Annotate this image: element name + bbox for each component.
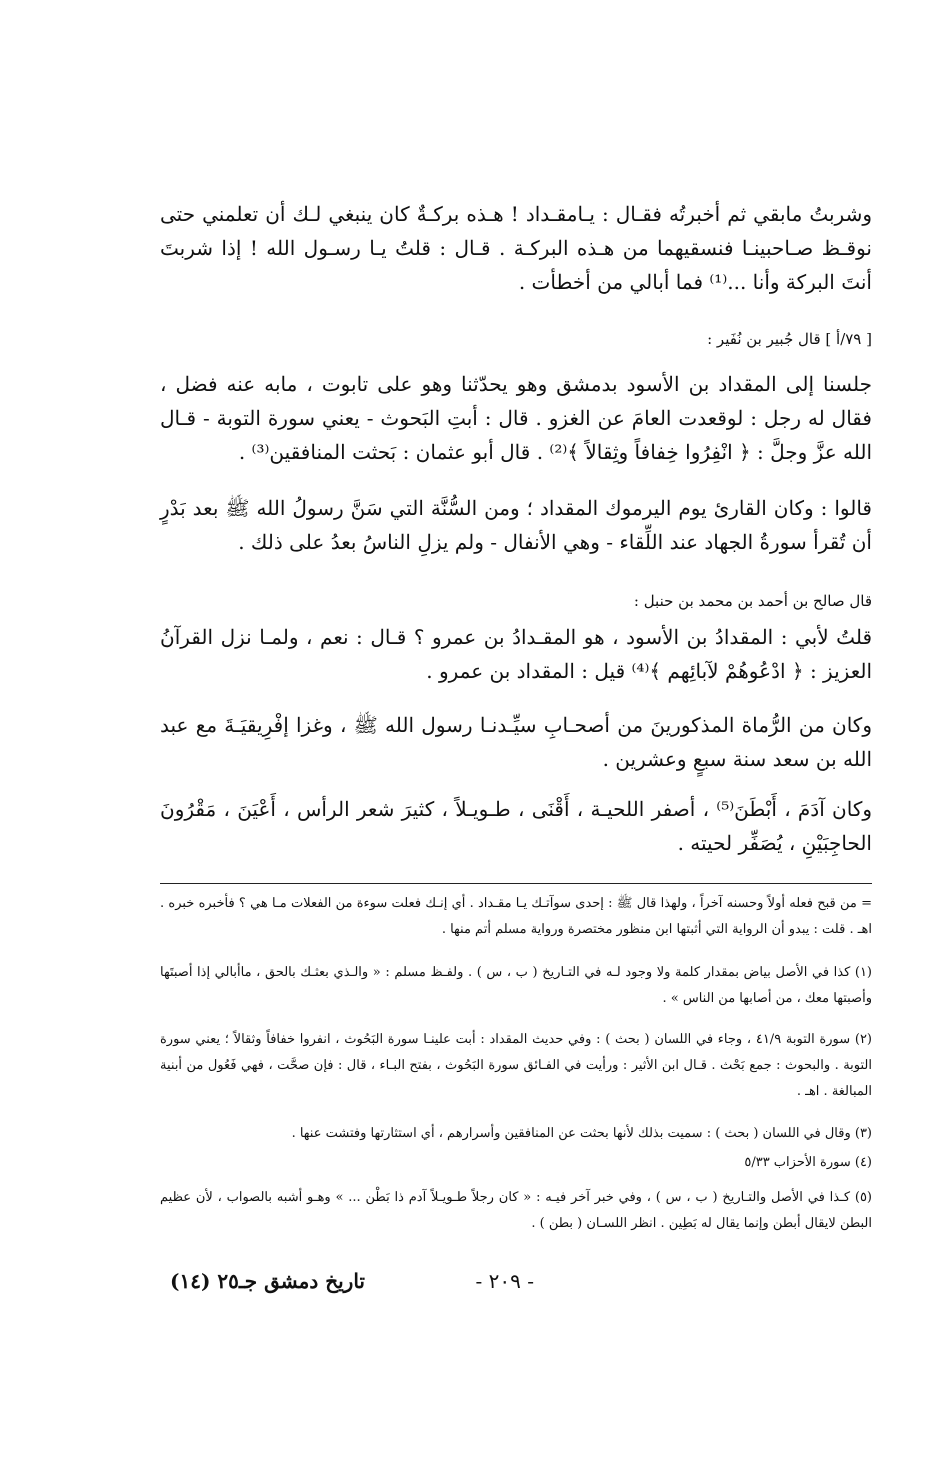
section-heading-jubair: [ ٧٩/أ ] قال جُبير بن نُفَير :: [707, 330, 872, 348]
paragraph-5: وكان من الرُّماة المذكورينَ من أصحـابِ سيِّـدنـا رسول الله ﷺ ، وغزا إفْرِيقيَـةَ مع عبد الله بن سعد سنة سبعٍ وعشرين .: [160, 713, 872, 771]
running-footer-title: تاريخ دمشق جـ٢٥ (١٤): [170, 1269, 365, 1293]
footnote-continuation: = من قبح فعله أولاً وحسنه آخراً ، ولهذا قال ﷺ : إحدى سوآتـك يـا مقـداد . أي إنـك فعلت سوءة من الفعلات مـا هي ؟ فأخبره خبره . اهـ . قلت : يبدو أن الرواية التي أثبتها ابن منظور مختصرة ورواية مسلم أتم منها .: [160, 896, 872, 937]
footnote-3: (٣) وقال في اللسان ( بحث ) : سميت بذلك لأنها بحثت عن المنافقين وأسرارهم ، أي استثارتها وفتشت عنها .: [291, 1126, 872, 1141]
paragraph-3: قالوا : وكان القارئ يوم اليرموك المقداد ؛ ومن السُّنَّة التي سَنَّ رسولُ الله ﷺ بعد بَدْرٍ أن تُقرأ سورةُ الجهاد عند اللِّقاء - وهي الأنفال - ولم يزلِ الناسُ بعدُ على ذلك .: [160, 496, 872, 554]
paragraph-4: قلتُ لأبي : المقدادُ بن الأسود ، هو المقـدادُ بن عمرو ؟ قـال : نعم ، ولمـا نزل القرآنُ العزيز : ﴿ ادْعُوهُمْ لآبائِهم ﴾⁽⁴⁾ قيل : المقداد بن عمرو .: [160, 625, 872, 683]
paragraph-2: جلسنا إلى المقداد بن الأسود بدمشق وهو يحدّثنا وهو على تابوت ، مابه عنه فضل ، فقال له رجل : لوقعدت العامَ عن الغزو . قال : أبتِ البَحوث - يعني سورة التوبة - قـال الله عزَّ وجلَّ : ﴿ انْفِرُوا خِفافاً وثِقالاً ﴾⁽²⁾ . قال أبو عثمان : بَحثت المنافقين⁽³⁾ .: [160, 372, 872, 464]
footnote-5: (٥) كـذا في الأصل والتـاريخ ( ب ، س ) ، وفي خبر آخر فيـه : « كان رجلاً طـويـلاً آدم ذا بَطْن ... » وهـو أشبه بالصواب ، لأن عظيم البطن لايقال أبطن وإنما يقال له بَطِين . انظر اللسـان ( بطن ) .: [160, 1190, 872, 1231]
footnote-separator: [160, 883, 872, 884]
section-heading-salih: قال صالح بن أحمد بن محمد بن حنبل :: [633, 592, 872, 610]
footnote-2: (٢) سورة التوبة ٤١/٩ ، وجاء في اللسان ( بحث ) : وفي حديث المقداد : أبت علينـا سورة البَحُوث ، انفروا خفافاً وثقالاً ؛ يعني سورة التوبة . والبحوث : جمع بَحْث . قـال ابن الأثير : ورأيت في الفـائق سورة البَحُوث ، بفتح البـاء ، قال : فإن صحَّت ، فهي فَعُول من أبنية المبالغة . اهـ .: [160, 1032, 872, 1099]
paragraph-1: وشربتُ مابقي ثم أخبرتُه فقـال : يـامقـداد ! هـذه بركـةٌ كان ينبغي لـك أن تعلمني حتى نوقـظ صـاحبينـا فنسقيهما من هـذه البركـة . قـال : قلتُ يـا رسـول الله ! إذا شربتَ أنتَ البركة وأنا ...⁽¹⁾ فما أبالي من أخطأت .: [160, 202, 872, 294]
paragraph-6: وكان آدَمَ ، أَبْطَنَ⁽⁵⁾ ، أصفر اللحيـة ، أَقْنَى ، طـويـلاً ، كثيرَ شعر الرأس ، أَعْيَنَ ، مَقْرُونَ الحاجِبَيْنِ ، يُصَفِّر لحيته .: [160, 797, 872, 855]
footnote-4: (٤) سورة الأحزاب ٥/٣٣: [744, 1155, 872, 1170]
footnote-1: (١) كذا في الأصل بياض بمقدار كلمة ولا وجود لـه في التـاريخ ( ب ، س ) . ولفـظ مسلم : « والـذي بعثـك بالحق ، ماأبالي إذا أصبتَها وأصبتها معك ، من أصابها من الناس » .: [160, 965, 872, 1006]
page-number: - ٢٠٩ -: [475, 1269, 534, 1293]
